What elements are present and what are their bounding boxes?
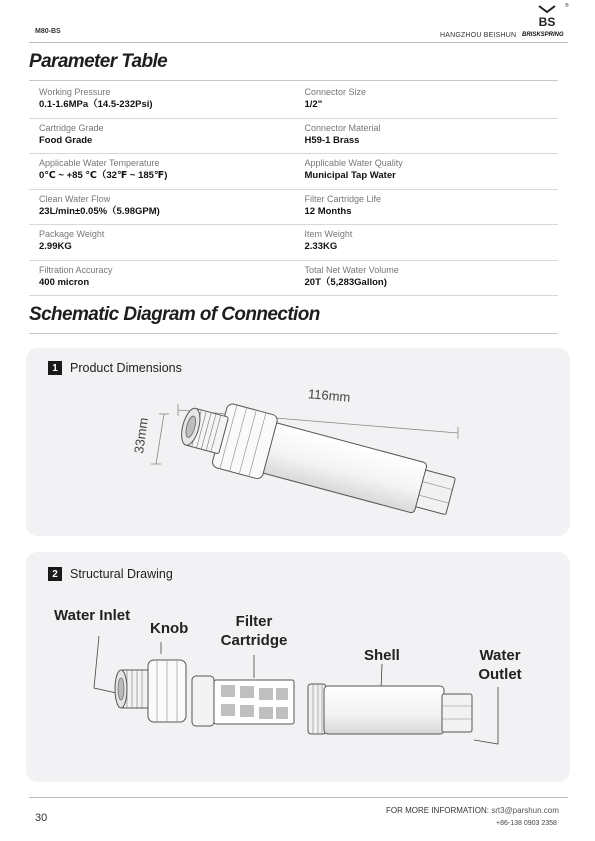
table-row	[29, 83, 558, 119]
param-value: 20T（5,283Gallon)	[304, 276, 387, 288]
schematic-rule	[29, 333, 558, 334]
param-cell	[293, 119, 559, 154]
parameter-table-rule	[29, 80, 558, 81]
param-value: Food Grade	[39, 134, 93, 146]
brand-name: BRISKSPRING	[522, 32, 564, 38]
filter-cartridge-icon	[192, 676, 294, 726]
model-code: M80-BS	[35, 28, 61, 35]
param-cell	[29, 119, 293, 154]
knob-icon	[148, 660, 186, 722]
diameter-dimension-line	[156, 414, 164, 464]
param-label: Total Net Water Volume	[304, 264, 399, 275]
header-divider	[29, 42, 568, 43]
panel-title: Product Dimensions	[70, 361, 182, 375]
param-value: 2.99KG	[39, 241, 72, 252]
param-value: Municipal Tap Water	[304, 170, 396, 181]
param-value: 0℃ ~ +85 ℃（32℉ ~ 185℉)	[39, 170, 168, 181]
param-value: 0.1-1.6MPa（14.5-232Psi)	[39, 99, 153, 110]
table-row	[29, 119, 558, 155]
panel-number: 2	[48, 567, 62, 581]
param-cell	[293, 190, 559, 225]
contact-email[interactable]: srt3@parshun.com	[491, 806, 559, 815]
param-value: 23L/min±0.05%（5.98GPM)	[39, 205, 160, 217]
param-label: Package Weight	[39, 229, 105, 239]
length-dimension-label: 116mm	[307, 386, 351, 405]
param-value: 400 micron	[39, 276, 90, 288]
param-value: 2.33KG	[304, 241, 338, 252]
param-label: Cartridge Grade	[39, 122, 104, 133]
info-label: FOR MORE INFORMATION:	[386, 806, 489, 815]
water-outlet-line1: Water	[479, 647, 521, 664]
table-row	[29, 225, 558, 261]
table-row	[29, 261, 558, 297]
water-outlet-line2: Outlet	[478, 666, 522, 683]
table-row	[29, 190, 558, 226]
param-label: Item Weight	[304, 229, 353, 239]
footer-divider	[29, 797, 568, 798]
param-label: Applicable Water Quality	[304, 158, 403, 168]
param-cell	[29, 190, 293, 225]
param-label: Clean Water Flow	[39, 193, 111, 204]
param-cell	[29, 225, 293, 260]
inlet-thread-icon	[115, 670, 151, 708]
page-number: 30	[35, 812, 48, 824]
param-cell	[29, 261, 293, 296]
water-inlet-label: Water Inlet	[54, 607, 131, 624]
diameter-dimension-label: 33mm	[131, 416, 152, 455]
param-cell	[293, 154, 559, 189]
logo-glyph: BS	[538, 15, 556, 28]
param-label: Applicable Water Temperature	[39, 158, 160, 168]
param-value: H59-1 Brass	[304, 134, 360, 146]
schematic-title: Schematic Diagram of Connection	[29, 304, 320, 325]
param-cell	[29, 154, 293, 189]
param-cell	[293, 225, 559, 260]
contact-phone: +86-138 0903 2358	[496, 820, 557, 827]
filter-cartridge-line1: Filter	[235, 613, 273, 630]
brand-logo-icon	[534, 4, 560, 28]
shell-label: Shell	[364, 647, 400, 664]
parameter-table	[29, 83, 558, 296]
param-label: Working Pressure	[39, 87, 111, 97]
table-row	[29, 154, 558, 190]
knob-label: Knob	[150, 620, 189, 637]
filter-cartridge-line2: Cartridge	[220, 632, 288, 649]
water-outlet-leader	[474, 687, 498, 744]
param-label: Connector Size	[304, 87, 367, 97]
filter-cartridge-label	[218, 612, 290, 650]
param-value: 12 Months	[304, 205, 352, 217]
param-label: Connector Material	[304, 122, 381, 133]
footer-info	[386, 806, 559, 815]
parameter-table-title: Parameter Table	[29, 51, 168, 72]
param-label: Filtration Accuracy	[39, 264, 113, 275]
product-dimensions-drawing	[26, 348, 570, 536]
registered-mark: ®	[565, 3, 569, 9]
param-label: Filter Cartridge Life	[304, 193, 382, 204]
product-dimensions-panel	[26, 348, 570, 536]
param-value: 1/2"	[304, 99, 323, 110]
structural-drawing-panel	[26, 552, 570, 782]
shell-icon	[308, 684, 472, 734]
company-name: HANGZHOU BEISHUN	[440, 32, 517, 39]
param-cell	[29, 83, 293, 118]
panel-title: Structural Drawing	[70, 567, 173, 581]
param-cell	[293, 261, 559, 296]
panel-number: 1	[48, 361, 62, 375]
param-cell	[293, 83, 559, 118]
water-outlet-label	[474, 646, 526, 684]
